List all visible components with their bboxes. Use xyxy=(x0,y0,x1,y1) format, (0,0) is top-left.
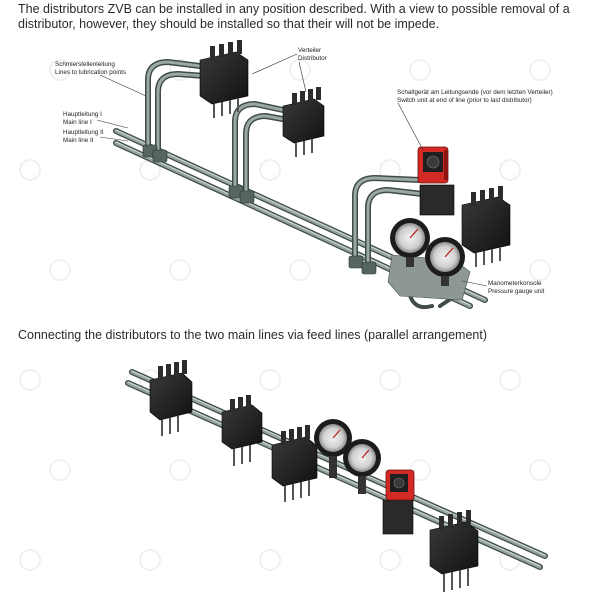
label-main-line-2: Hauptleitung II Main line II xyxy=(63,129,104,144)
distributor-block-2 xyxy=(283,87,324,157)
bottom-switch-unit xyxy=(383,470,414,534)
label-switch-unit: Schaltgerät am Leitungsende (vor dem letzten Verteiler) Switch unit at end of line (prior to last distributor) xyxy=(397,89,553,104)
pressure-gauge-unit xyxy=(388,218,470,300)
label-feed-lines: Schmierstellenleitung Lines to lubrication points xyxy=(55,61,127,76)
switch-unit xyxy=(418,147,454,215)
bottom-distributor-2 xyxy=(222,395,262,466)
bottom-caption: Connecting the distributors to the two main lines via feed lines (parallel arrangement) xyxy=(18,328,487,342)
top-assembly xyxy=(55,40,555,307)
bottom-assembly xyxy=(128,360,545,592)
label-main-line-1: Hauptleitung I Main line I xyxy=(63,111,102,126)
label-distributor: Verteiler Distributor xyxy=(298,47,327,62)
distributor-block-3 xyxy=(462,186,510,267)
bottom-main-line-1 xyxy=(132,371,545,556)
top-caption: The distributors ZVB can be installed in any position described. With a view to possible removal of a distributor, however, they should be installed so that their will not be impede. xyxy=(18,2,570,31)
label-gauge-unit: Manometerkonsole Pressure gauge unit xyxy=(488,280,545,295)
